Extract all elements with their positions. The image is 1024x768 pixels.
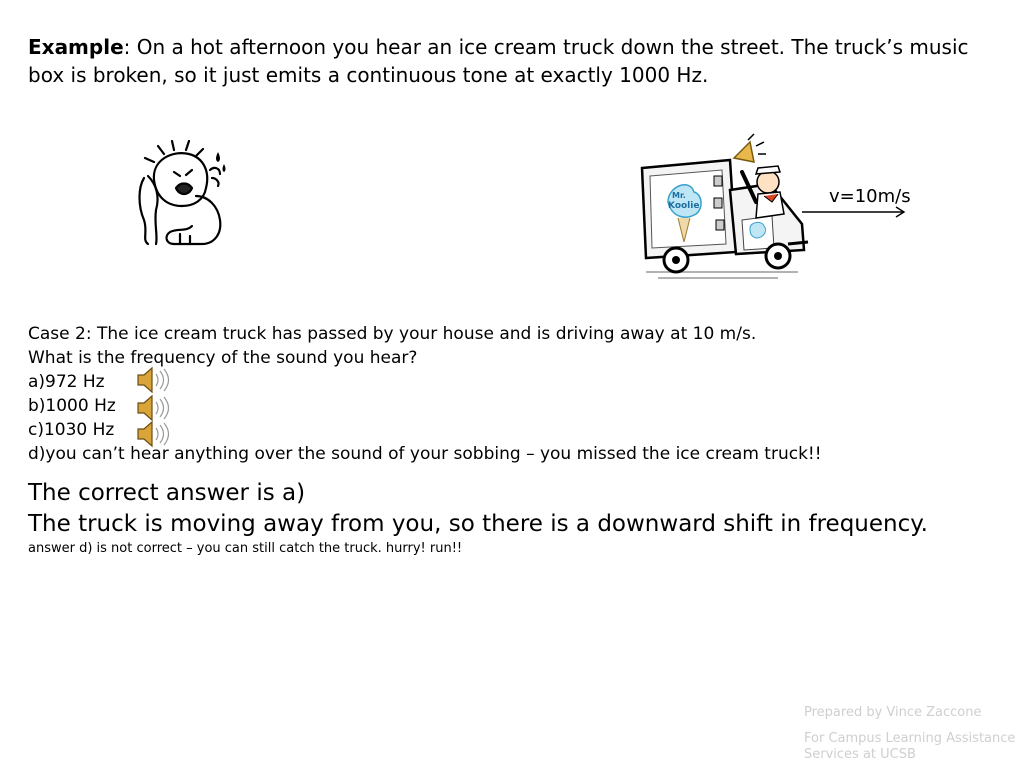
- arrow-right-icon: [800, 205, 910, 219]
- answer-block: [28, 478, 1018, 558]
- answer-line1: The correct answer is a): [28, 480, 306, 506]
- example-label: Example: [28, 35, 124, 59]
- option-b[interactable]: b)1000 Hz: [28, 396, 116, 416]
- velocity-label: v=10m/s: [829, 186, 911, 207]
- question-block: [28, 322, 1018, 466]
- option-d[interactable]: d)you can’t hear anything over the sound of your sobbing – you missed the ice cream truck!!: [28, 444, 822, 464]
- option-c[interactable]: c)1030 Hz: [28, 420, 115, 440]
- truck-sign-line1: Mr.: [672, 191, 686, 200]
- ice-cream-truck-icon: [638, 132, 814, 282]
- truck-sign-line2: Koolie: [668, 201, 700, 211]
- example-intro: [28, 33, 1008, 89]
- speaker-icon[interactable]: [134, 420, 172, 448]
- answer-line2: The truck is moving away from you, so there is a downward shift in frequency.: [28, 511, 928, 537]
- crying-person-icon: [134, 140, 230, 252]
- speaker-icon[interactable]: [134, 394, 172, 422]
- credit-author: Prepared by Vince Zaccone: [804, 705, 982, 720]
- answer-note: answer d) is not correct – you can still catch the truck. hurry! run!!: [28, 541, 463, 556]
- option-a[interactable]: a)972 Hz: [28, 372, 105, 392]
- speaker-icon[interactable]: [134, 366, 172, 394]
- question-prompt-line1: Case 2: The ice cream truck has passed by your house and is driving away at 10 m/s.: [28, 324, 757, 344]
- question-prompt-line2: What is the frequency of the sound you hear?: [28, 348, 418, 368]
- example-text: : On a hot afternoon you hear an ice cream truck down the street. The truck’s music box is broken, so it just emits a continuous tone at exactly 1000 Hz.: [28, 35, 969, 87]
- credit-organization: For Campus Learning Assistance Services at UCSB: [804, 731, 1016, 762]
